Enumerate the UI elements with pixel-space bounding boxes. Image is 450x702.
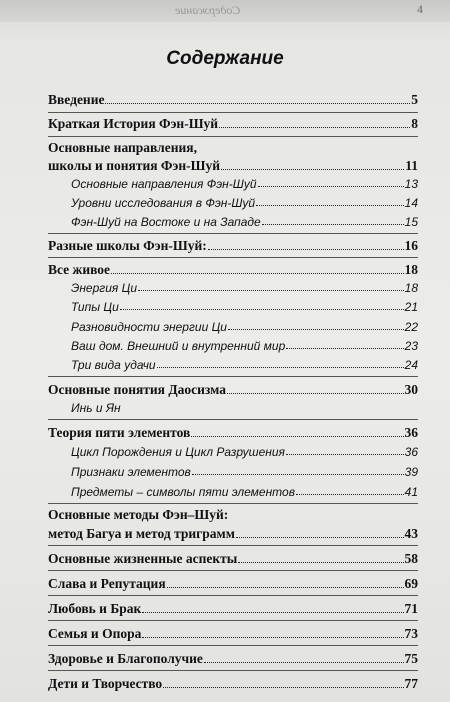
toc-entry-main-directions[interactable] bbox=[48, 158, 418, 174]
toc-entry-page: 75 bbox=[404, 651, 418, 666]
toc-entry-fame[interactable] bbox=[48, 576, 418, 592]
leader-dots bbox=[163, 686, 403, 688]
toc-entry-label: Уровни исследования в Фэн-Шуй bbox=[71, 196, 256, 210]
toc-entry-label: Слава и Репутация bbox=[48, 576, 166, 591]
toc-entry-page: 18 bbox=[404, 281, 418, 295]
toc-entry-label: Энергия Ци bbox=[71, 281, 138, 295]
toc-entry-label: Фэн-Шуй на Востоке и на Западе bbox=[71, 215, 261, 229]
toc-entry-different-schools[interactable] bbox=[48, 238, 418, 254]
leader-dots bbox=[204, 661, 404, 663]
page-header-strip bbox=[0, 0, 450, 22]
leader-dots bbox=[262, 223, 404, 225]
toc-subentry[interactable] bbox=[71, 358, 418, 372]
header-page-number: 4 bbox=[417, 2, 423, 16]
toc-entry-page: 30 bbox=[404, 382, 418, 397]
toc-entry-page: 23 bbox=[404, 339, 418, 353]
toc-entry-label: Дети и Творчество bbox=[48, 676, 163, 691]
divider bbox=[48, 670, 418, 671]
toc-entry-label: Признаки элементов bbox=[71, 465, 191, 479]
leader-dots bbox=[120, 308, 404, 310]
divider bbox=[48, 645, 418, 646]
leader-dots bbox=[157, 366, 404, 368]
toc-entry-label: Разновидности энергии Ци bbox=[71, 320, 227, 334]
toc-entry-label-line1: Основные направления, bbox=[48, 140, 197, 155]
toc-entry-page: 15 bbox=[404, 215, 418, 229]
toc-entry-label: Ваш дом. Внешний и внутренний мир bbox=[71, 339, 286, 353]
toc-entry-five-elements[interactable] bbox=[48, 425, 418, 441]
leader-dots bbox=[142, 611, 403, 613]
divider bbox=[48, 595, 418, 596]
toc-entry-label: Здоровье и Благополучие bbox=[48, 651, 203, 666]
toc-entry-label: Теория пяти элементов bbox=[48, 425, 191, 440]
toc-entry-page: 21 bbox=[404, 300, 418, 314]
divider bbox=[48, 620, 418, 621]
leader-dots bbox=[191, 435, 403, 437]
toc-entry-page: 13 bbox=[404, 177, 418, 191]
toc-entry-label: Разные школы Фэн-Шуй: bbox=[48, 238, 207, 253]
toc-subentry[interactable] bbox=[71, 281, 418, 295]
toc-entry-page: 11 bbox=[405, 158, 418, 173]
toc-entry-label: Предметы – символы пяти элементов bbox=[71, 485, 295, 499]
leader-dots bbox=[238, 561, 403, 563]
toc-entry-page: 18 bbox=[404, 262, 418, 277]
leader-dots bbox=[192, 473, 404, 475]
toc-entry-label: Цикл Порождения и Цикл Разрушения bbox=[71, 445, 285, 459]
toc-entry-introduction[interactable] bbox=[48, 92, 418, 108]
divider bbox=[48, 545, 418, 546]
toc-entry-page: 5 bbox=[411, 92, 418, 107]
toc-subentry[interactable] bbox=[71, 215, 418, 229]
toc-entry-children[interactable] bbox=[48, 676, 418, 692]
toc-subentry[interactable] bbox=[71, 445, 418, 459]
leader-dots bbox=[142, 636, 403, 638]
leader-dots bbox=[167, 586, 404, 588]
leader-dots bbox=[296, 493, 404, 495]
toc-subentry[interactable] bbox=[71, 177, 418, 191]
toc-subentry[interactable] bbox=[71, 485, 418, 499]
divider bbox=[48, 136, 418, 137]
toc-entry-page: 77 bbox=[404, 676, 418, 691]
toc-subentry[interactable] bbox=[71, 196, 418, 210]
toc-entry-all-living[interactable] bbox=[48, 262, 418, 278]
toc-entry-label: Введение bbox=[48, 92, 105, 107]
toc-entry-label: Инь и Ян bbox=[71, 401, 121, 415]
toc-entry-life-aspects[interactable] bbox=[48, 551, 418, 567]
toc-entry-page: 39 bbox=[404, 465, 418, 479]
running-title: Содержание bbox=[175, 3, 241, 17]
divider bbox=[48, 257, 418, 258]
toc-entry-label: Все живое bbox=[48, 262, 111, 277]
toc-entry-health[interactable] bbox=[48, 651, 418, 667]
toc-entry-taoism[interactable] bbox=[48, 382, 418, 398]
toc-entry-page: 73 bbox=[404, 626, 418, 641]
toc-entry-page: 58 bbox=[404, 551, 418, 566]
divider bbox=[48, 419, 418, 420]
toc-entry-label: Основные направления Фэн-Шуй bbox=[71, 177, 257, 191]
toc-subentry[interactable] bbox=[71, 465, 418, 479]
toc-entry-page: 36 bbox=[404, 425, 418, 440]
divider bbox=[48, 503, 418, 504]
toc-entry-page: 71 bbox=[404, 601, 418, 616]
toc-entry-page: 41 bbox=[404, 485, 418, 499]
toc-entry-label: Типы Ци bbox=[71, 300, 119, 314]
toc-entry-label: Семья и Опора bbox=[48, 626, 142, 641]
toc-entry-page: 36 bbox=[404, 445, 418, 459]
toc-entry-label: Три вида удачи bbox=[71, 358, 156, 372]
toc-entry-page: 43 bbox=[404, 526, 418, 541]
leader-dots bbox=[138, 289, 404, 291]
toc-entry-label: Основные понятия Даосизма bbox=[48, 382, 227, 397]
toc-entry-page: 24 bbox=[404, 358, 418, 372]
toc-entry-page: 16 bbox=[404, 238, 418, 253]
leader-dots bbox=[256, 204, 404, 206]
divider bbox=[48, 233, 418, 234]
toc-subentry[interactable] bbox=[71, 320, 418, 334]
divider bbox=[48, 570, 418, 571]
toc-subentry[interactable] bbox=[71, 300, 418, 314]
toc-entry-page: 8 bbox=[411, 116, 418, 131]
toc-entry-label-line1: Основные методы Фэн–Шуй: bbox=[48, 507, 229, 522]
toc-entry-page: 14 bbox=[404, 196, 418, 210]
leader-dots bbox=[228, 328, 404, 330]
toc-entry-label: Краткая История Фэн-Шуй bbox=[48, 116, 219, 131]
toc-entry-page: 69 bbox=[404, 576, 418, 591]
divider bbox=[48, 112, 418, 113]
toc-entry-label: метод Багуа и метод триграмм bbox=[48, 526, 235, 541]
leader-dots bbox=[221, 168, 404, 170]
toc-entry-main-methods[interactable] bbox=[48, 526, 418, 542]
leader-dots bbox=[111, 272, 403, 274]
leader-dots bbox=[286, 347, 403, 349]
divider bbox=[48, 376, 418, 377]
toc-entry-label: Основные жизненные аспекты bbox=[48, 551, 238, 566]
toc-subentry[interactable] bbox=[71, 401, 418, 415]
leader-dots bbox=[227, 392, 403, 394]
toc-entry-label: школы и понятия Фэн-Шуй bbox=[48, 158, 220, 173]
leader-dots bbox=[105, 102, 410, 104]
page-title: Содержание bbox=[166, 48, 284, 69]
toc-entry-label: Любовь и Брак bbox=[48, 601, 142, 616]
leader-dots bbox=[286, 453, 404, 455]
leader-dots bbox=[219, 126, 410, 128]
toc-subentry[interactable] bbox=[71, 339, 418, 353]
toc-entry-brief-history[interactable] bbox=[48, 116, 418, 132]
leader-dots bbox=[258, 185, 404, 187]
leader-dots bbox=[236, 536, 404, 538]
leader-dots bbox=[208, 248, 404, 250]
toc-entry-family[interactable] bbox=[48, 626, 418, 642]
toc-entry-page: 22 bbox=[404, 320, 418, 334]
toc-entry-love[interactable] bbox=[48, 601, 418, 617]
